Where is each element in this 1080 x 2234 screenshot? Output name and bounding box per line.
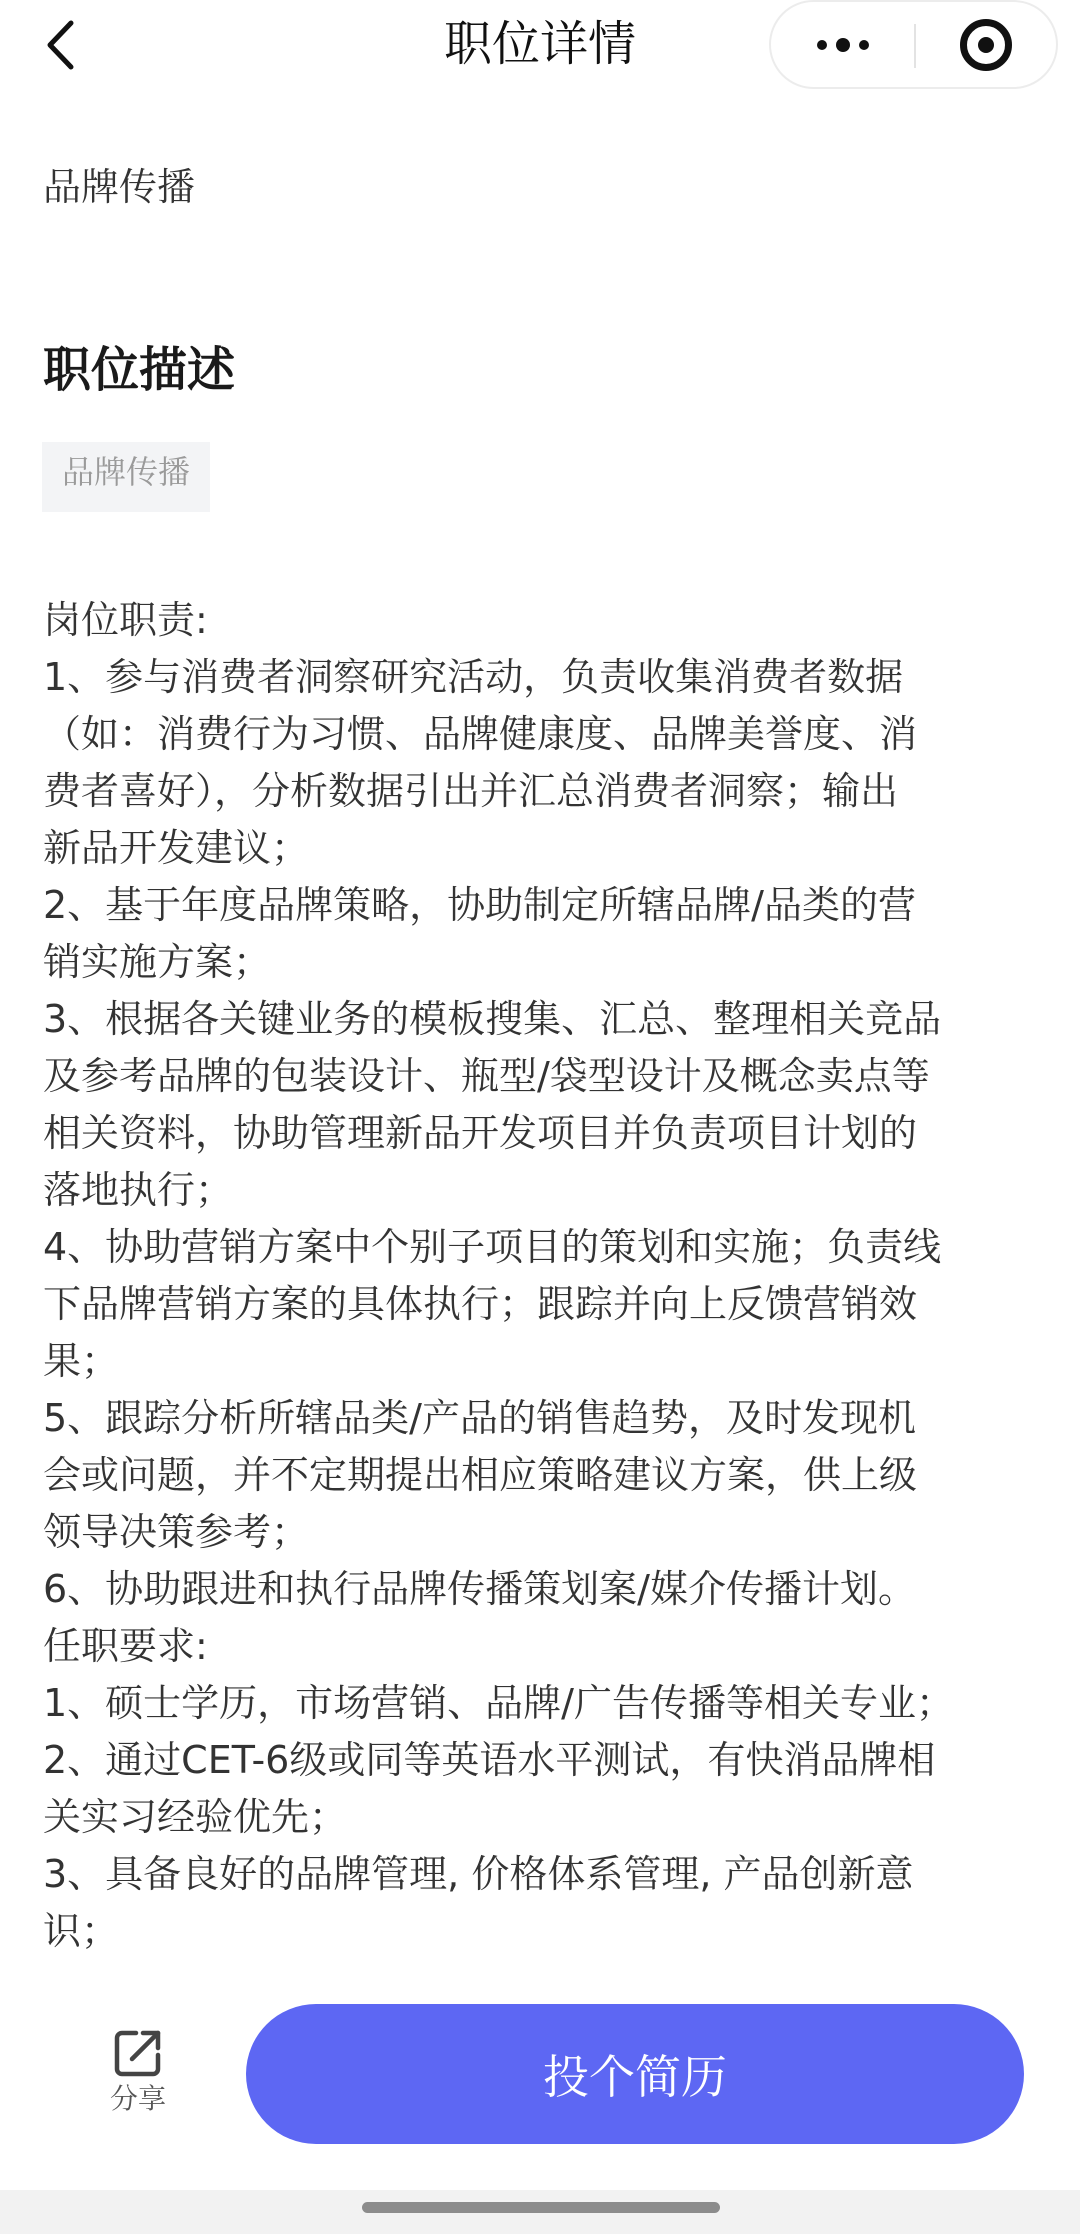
target-icon <box>960 19 1012 71</box>
home-indicator[interactable] <box>362 2202 720 2213</box>
description-line: 岗位职责: <box>43 598 208 642</box>
description-line: 2、基于年度品牌策略，协助制定所辖品牌/品类的营 <box>43 883 916 927</box>
description-line: 下品牌营销方案的具体执行；跟踪并向上反馈营销效 <box>43 1282 918 1326</box>
nav-bar <box>0 0 1080 90</box>
page-title: 职位详情 <box>443 16 636 72</box>
description-line: 果； <box>43 1339 120 1383</box>
description-line: 任职要求: <box>43 1624 208 1668</box>
description-line: 及参考品牌的包装设计、瓶型/袋型设计及概念卖点等 <box>43 1054 930 1098</box>
mini-program-capsule <box>769 0 1058 89</box>
section-title-job-description: 职位描述 <box>43 342 236 398</box>
description-line: 2、通过CET-6级或同等英语水平测试，有快消品牌相 <box>43 1738 936 1782</box>
description-line: 1、参与消费者洞察研究活动，负责收集消费者数据 <box>43 655 904 699</box>
apply-resume-button[interactable]: 投个简历 <box>246 2004 1024 2144</box>
description-line: 会或问题，并不定期提出相应策略建议方案，供上级 <box>43 1453 918 1497</box>
description-line: 费者喜好），分析数据引出并汇总消费者洞察；输出 <box>43 769 899 813</box>
description-line: 落地执行； <box>43 1168 234 1212</box>
share-button[interactable] <box>95 2025 181 2117</box>
description-line: 3、具备良好的品牌管理, 价格体系管理, 产品创新意 <box>43 1852 914 1896</box>
share-label: 分享 <box>109 2082 166 2115</box>
job-category: 品牌传播 <box>43 165 196 209</box>
description-line: 销实施方案； <box>43 940 272 984</box>
description-line: 4、协助营销方案中个别子项目的策划和实施；负责线 <box>43 1225 942 1269</box>
description-line: 5、跟踪分析所辖品类/产品的销售趋势，及时发现机 <box>43 1396 916 1440</box>
description-line: 领导决策参考； <box>43 1510 310 1554</box>
description-line: 1、硕士学历，市场营销、品牌/广告传播等相关专业； <box>43 1681 954 1725</box>
job-tag: 品牌传播 <box>42 442 210 512</box>
description-line: 相关资料，协助管理新品开发项目并负责项目计划的 <box>43 1111 918 1155</box>
more-dots-icon <box>817 38 869 52</box>
description-line: 识； <box>43 1909 120 1953</box>
close-mini-program-button[interactable] <box>916 2 1056 87</box>
description-line: 3、根据各关键业务的模板搜集、汇总、整理相关竞品 <box>43 997 942 1041</box>
job-description <box>43 592 1043 1960</box>
description-line: 新品开发建议； <box>43 826 310 870</box>
share-icon <box>110 2025 166 2081</box>
description-line: 关实习经验优先； <box>43 1795 348 1839</box>
description-line: 6、协助跟进和执行品牌传播策划案/媒介传播计划。 <box>43 1567 916 1611</box>
description-line: （如：消费行为习惯、品牌健康度、品牌美誉度、消 <box>43 712 918 756</box>
more-button[interactable] <box>771 2 914 87</box>
